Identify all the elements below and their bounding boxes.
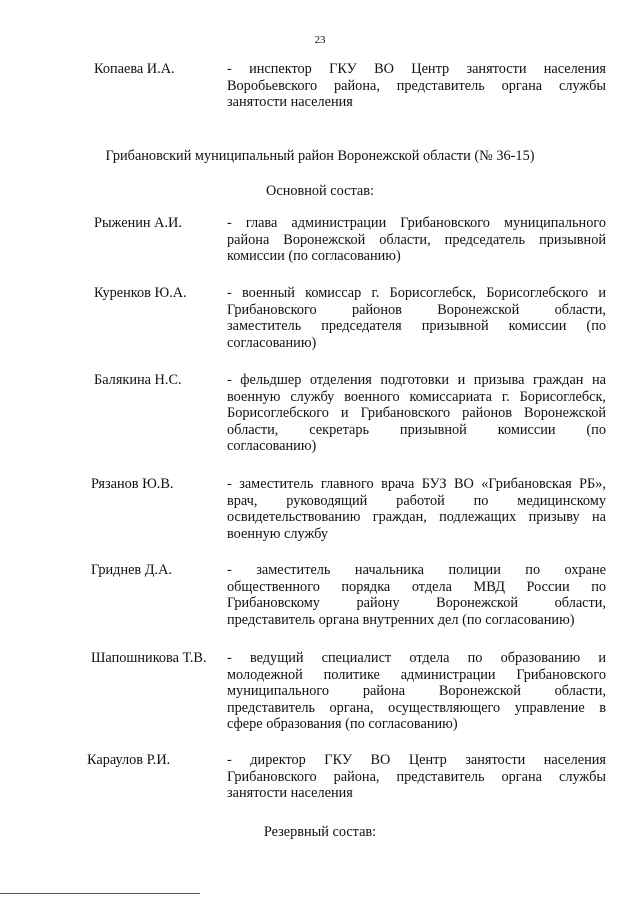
description-line: района Воронежской области, председатель призывной xyxy=(227,231,606,248)
footer-divider xyxy=(0,893,200,894)
description-line: занятости населения xyxy=(227,94,353,110)
description-line: представитель органа внутренних дел (по согласованию) xyxy=(227,611,575,628)
description-line: Грибановского районов Воронежской области, xyxy=(227,301,606,318)
member-name: Шапошникова Т.В. xyxy=(91,650,207,666)
description-line: Грибановского района, представитель органа службы xyxy=(227,768,606,785)
member-name: Балякина Н.С. xyxy=(94,372,182,388)
description-line: - ведущий специалист отдела по образованию и xyxy=(227,650,606,666)
member-name: Куренков Ю.А. xyxy=(94,285,187,301)
description-line: - директор ГКУ ВО Центр занятости населения xyxy=(227,752,606,768)
member-description xyxy=(227,562,606,628)
description-line: согласованию) xyxy=(227,438,317,454)
member-description xyxy=(227,285,606,351)
member-name: Рыженин А.И. xyxy=(94,215,182,231)
member-description xyxy=(227,650,606,733)
member-description xyxy=(227,752,606,802)
description-line: молодежной политике администрации Грибановского xyxy=(227,666,606,683)
member-description xyxy=(227,476,606,542)
description-line: военную службу xyxy=(227,525,329,542)
description-line: военную службу военного комиссариата г. Борисоглебск, xyxy=(227,388,606,405)
description-line: Грибановскому району Воронежской области, xyxy=(227,595,606,611)
member-name: Рязанов Ю.В. xyxy=(91,476,174,492)
description-line: - заместитель главного врача БУЗ ВО «Грибановская РБ», xyxy=(227,476,606,492)
description-line: сфере образования (по согласованию) xyxy=(227,716,458,732)
description-line: Воробьевского района, представитель органа службы xyxy=(227,77,606,94)
description-line: занятости населения xyxy=(227,785,353,801)
description-line: общественного порядка отдела МВД России по xyxy=(227,578,606,595)
member-description xyxy=(227,215,606,265)
description-line: согласованию) xyxy=(227,334,317,351)
description-line: - инспектор ГКУ ВО Центр занятости населения xyxy=(227,61,606,77)
description-line: заместитель председателя призывной комиссии (по xyxy=(227,318,606,334)
description-line: области, секретарь призывной комиссии (по xyxy=(227,421,606,438)
description-line: - заместитель начальника полиции по охране xyxy=(227,562,606,578)
member-name: Гриднев Д.А. xyxy=(91,562,172,578)
description-line: Борисоглебского и Грибановского районов Воронежской xyxy=(227,405,606,421)
reserve-composition-heading: Резервный состав: xyxy=(263,824,377,840)
description-line: комиссии (по согласованию) xyxy=(227,248,401,264)
main-composition-heading: Основной состав: xyxy=(266,183,374,199)
description-line: освидетельствованию граждан, подлежащих призыву на xyxy=(227,509,606,525)
member-name: Копаева И.А. xyxy=(94,61,175,77)
page-number: 23 xyxy=(314,34,326,46)
member-name: Караулов Р.И. xyxy=(87,752,171,768)
description-line: муниципального района Воронежской области, xyxy=(227,683,606,699)
description-line: врач, руководящий работой по медицинскому xyxy=(227,492,606,509)
member-description xyxy=(227,61,606,111)
description-line: - глава администрации Грибановского муниципального xyxy=(227,215,606,231)
description-line: представитель органа, осуществляющего управление в xyxy=(227,699,606,716)
district-heading: Грибановский муниципальный район Воронежской области (№ 36-15) xyxy=(105,148,535,164)
description-line: - военный комиссар г. Борисоглебск, Борисоглебского и xyxy=(227,285,606,301)
description-line: - фельдшер отделения подготовки и призыва граждан на xyxy=(227,372,606,388)
member-description xyxy=(227,372,606,455)
